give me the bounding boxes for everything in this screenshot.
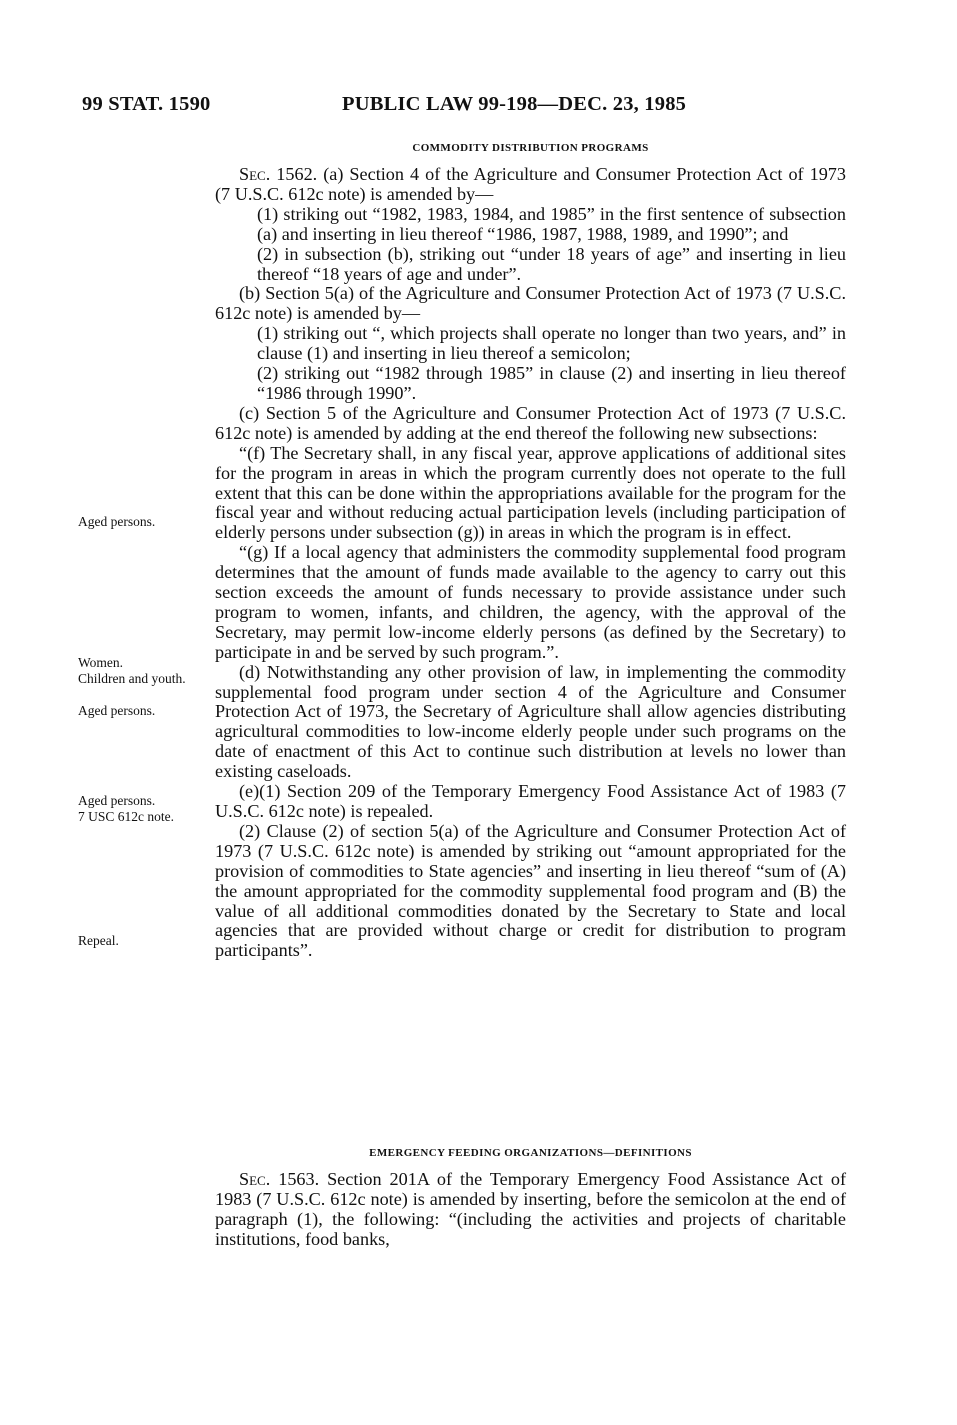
section-heading-commodity: COMMODITY DISTRIBUTION PROGRAMS [412,142,649,154]
sec-1562-a2: (2) in subsection (b), striking out “under 18 years of age” and inserting in lieu thereof “18 years of age and under”. [257,243,846,284]
margin-note-aged-persons: Aged persons. [78,514,156,529]
margin-note-usc-reference: 7 USC 612c note. [78,809,174,824]
sec-1562-e2: (2) Clause (2) of section 5(a) of the Agriculture and Consumer Protection Act of 1973 (7 U.S.C. 612c note) is amended by striking out “amount appropriated for the provision of commodities to State agencies” and inserting in lieu thereof “sum of (A) the amount appropriated for the commodity supplemental food program and (B) the value of all additional commodities donated by the Secretary to State and local agencies that are provided without charge or credit for distribution to program participants”. [215,820,846,961]
subsection-f: “(f) The Secretary shall, in any fiscal year, approve applications of additional sites for the program in areas in which the program currently does not operate to the full extent that this can be done within the appropriations available for the program for the fiscal year and without reducing actual participation levels (including participation of elderly persons under subsection (g)) in areas in which the program is in effect. [215,442,846,543]
running-title: PUBLIC LAW 99-198—DEC. 23, 1985 [342,93,687,115]
sec-1562-e1: (e)(1) Section 209 of the Temporary Emergency Food Assistance Act of 1983 (7 U.S.C. 612c note) is repealed. [215,781,846,821]
sec-1563-text [215,1170,846,1250]
sec-1562-body [215,165,846,961]
page-number: 99 STAT. 1590 [82,93,211,115]
sec-label: Sec. [239,1169,271,1189]
sec-1562-a-text: 1562. (a) Section 4 of the Agriculture and Consumer Protection Act of 1973 (7 U.S.C. 612c note) is amended by— [215,164,846,204]
margin-note-women: Women. [78,655,124,670]
sec-1562-b1: (1) striking out “, which projects shall operate no longer than two years, and” in clause (1) and inserting in lieu thereof a semicolon; [257,323,846,364]
sec-1562-a-intro [215,165,846,205]
sec-1562-b2: (2) striking out “1982 through 1985” in clause (2) and inserting in lieu thereof “1986 through 1990”. [257,363,846,403]
sec-label: Sec. [239,164,271,184]
sec-1563-body [215,1170,846,1250]
sec-1562-b-intro: (b) Section 5(a) of the Agriculture and Consumer Protection Act of 1973 (7 U.S.C. 612c note) is amended by— [215,283,846,324]
margin-note-aged-persons: Aged persons. [78,793,156,808]
sec-1562-d: (d) Notwithstanding any other provision of law, in implementing the commodity supplemental food program under section 4 of the Agriculture and Consumer Protection Act of 1973, the Secretary of Agriculture shall allow agencies distributing agricultural commodities to low-income elderly people under such programs on the date of enactment of this Act to continue such distribution at levels no lower than existing caseloads. [215,661,846,782]
sec-1562-a1: (1) striking out “1982, 1983, 1984, and 1985” in the first sentence of subsection (a) and inserting in lieu thereof “1986, 1987, 1988, 1989, and 1990”; and [257,203,846,244]
section-heading-emergency: EMERGENCY FEEDING ORGANIZATIONS—DEFINITIONS [369,1147,692,1159]
subsection-g: “(g) If a local agency that administers the commodity supplemental food program determines that the amount of funds made available to the agency to carry out this section exceeds the amount of funds necessary to provide assistance under such program to women, infants, and children, the agency, with the approval of the Secretary, may permit low-income elderly persons (as defined by the Secretary) to participate in and be served by such program.”. [215,542,846,662]
margin-note-aged-persons: Aged persons. [78,703,156,718]
sec-1562-c-intro: (c) Section 5 of the Agriculture and Consumer Protection Act of 1973 (7 U.S.C. 612c note) is amended by adding at the end thereof the following new subsections: [215,402,846,443]
sec-1563-content: 1563. Section 201A of the Temporary Emergency Food Assistance Act of 1983 (7 U.S.C. 612c note) is amended by inserting, before the semicolon at the end of paragraph (1), the following: “(including the activities and projects of charitable institutions, food banks, [215,1169,846,1249]
margin-note-children-youth: Children and youth. [78,671,186,686]
margin-note-repeal: Repeal. [78,933,119,948]
